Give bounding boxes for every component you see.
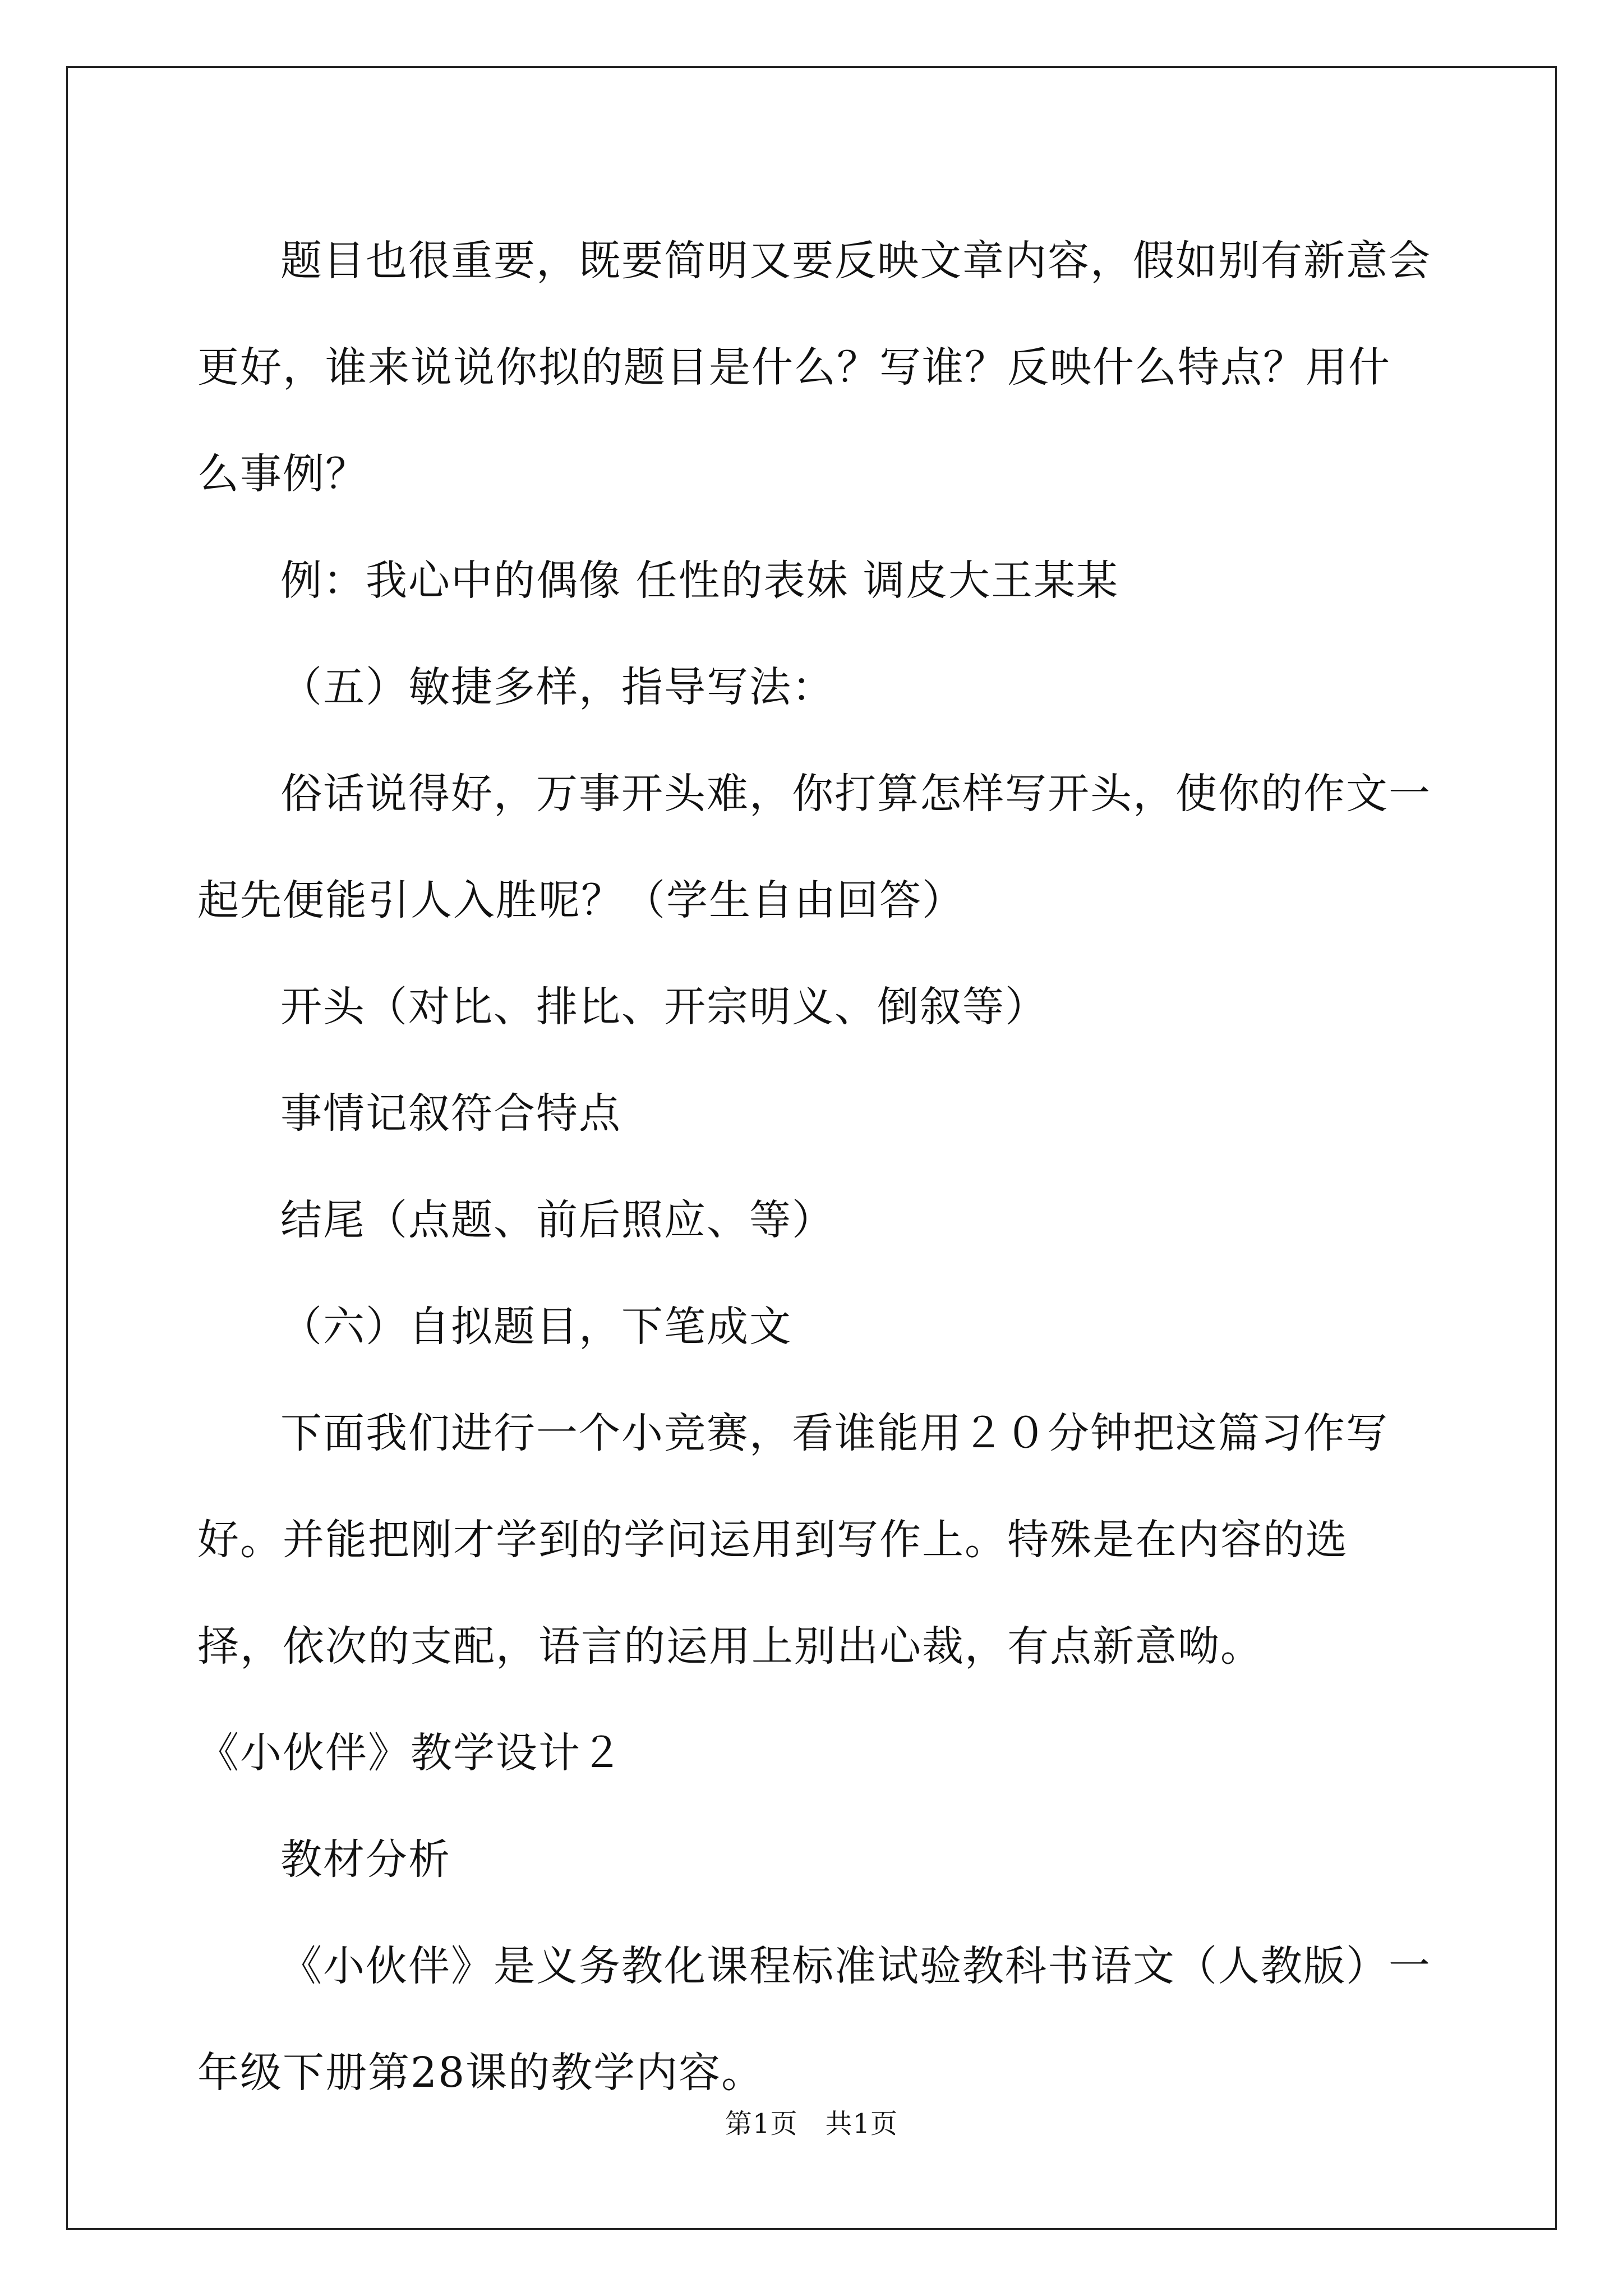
heading-material-analysis: 教材分析 (280, 1835, 451, 1884)
list-item-ending: 结尾（点题、前后照应、等） (280, 1196, 834, 1244)
paragraph-competition: 下面我们进行一个小竞赛，看谁能用２０分钟把这篇习作写好。并能把刚才学到的学问运用到写作上。特殊是在内容的选择，依次的支配，语言的运用上别出心裁，有点新意呦。 (197, 1409, 1389, 1671)
page-number-footer: 第1页 共1页 (725, 2108, 898, 2139)
heading-lesson-design-2: 《小伙伴》教学设计２ (197, 1729, 624, 1777)
paragraph-material-description: 《小伙伴》是义务教化课程标准试验教科书语文（人教版）一年级下册第28课的教学内容。 (197, 1942, 1431, 2097)
paragraph-example-titles: 例：我心中的偶像 任性的表妹 调皮大王某某 (280, 556, 1119, 605)
document-body (197, 208, 1431, 2126)
paragraph-title-importance: 题目也很重要，既要简明又要反映文章内容，假如别有新意会更好，谁来说说你拟的题目是什么？写谁？反映什么特点？用什么事例？ (197, 237, 1431, 498)
list-item-opening: 开头（对比、排比、开宗明义、倒叙等） (280, 983, 1048, 1031)
heading-section-six: （六）自拟题目，下笔成文 (280, 1303, 792, 1351)
heading-section-five: （五）敏捷多样，指导写法： (280, 663, 834, 711)
paragraph-opening-question: 俗话说得好，万事开头难，你打算怎样写开头，使你的作文一起先便能引人入胜呢？（学生自由回答） (197, 770, 1431, 924)
list-item-narration: 事情记叙符合特点 (280, 1089, 621, 1138)
